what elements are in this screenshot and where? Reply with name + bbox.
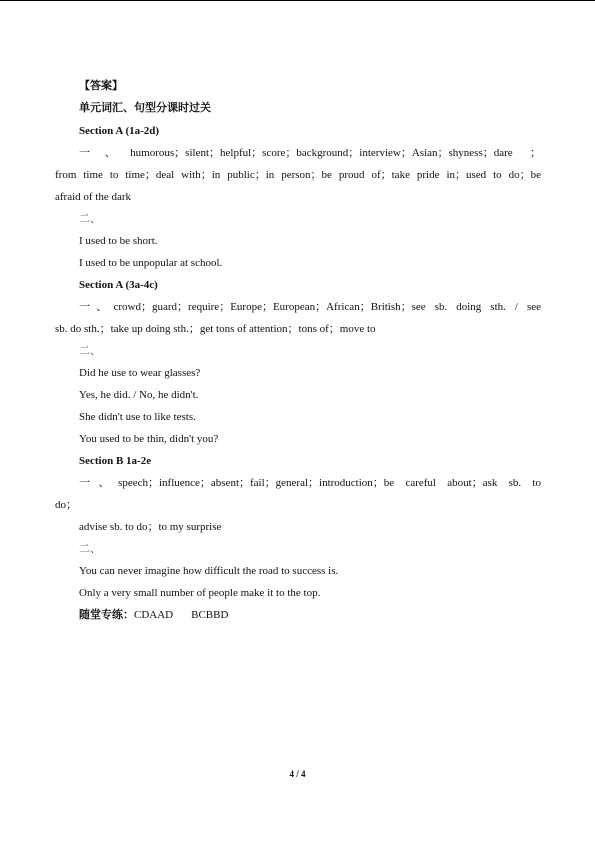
section3-line1: 一、speech；influence；absent；fail；general；introduction；be careful about；ask sb. to xyxy=(79,477,541,489)
section1-line1: 一、humorous；silent；helpful；score；background；interview；Asian；shyness；dare ； xyxy=(79,147,541,159)
section1-line2: from time to time；deal with；in public；in person；be proud of；take pride in；used to do；be xyxy=(55,169,541,181)
top-border xyxy=(0,0,595,1)
practice-answers-group1: CDAAD xyxy=(134,609,174,621)
section-title-1: Section A (1a-2d) xyxy=(79,125,160,137)
section3-sentence1: You can never imagine how difficult the road to success is. xyxy=(79,565,339,577)
section1-part2-label: 二、 xyxy=(79,212,101,225)
section3-sentence2: Only a very small number of people make it to the top. xyxy=(79,587,321,599)
section2-sentence1: Did he use to wear glasses? xyxy=(79,367,201,379)
section3-line3: advise sb. to do；to my surprise xyxy=(79,521,222,533)
section2-line1: 一、crowd；guard；require；Europe；European；African；British；see sb. doing sth. / see xyxy=(79,301,541,313)
section3-line2: do； xyxy=(55,499,77,511)
section1-sentence1: I used to be short. xyxy=(79,235,158,247)
section2-line2: sb. do sth.；take up doing sth.；get tons of attention；tons of；move to xyxy=(55,323,376,335)
section-title-3: Section B 1a-2e xyxy=(79,455,152,467)
page-number: 4 / 4 xyxy=(289,769,306,779)
practice-answers xyxy=(79,608,228,622)
section1-sentence2: I used to be unpopular at school. xyxy=(79,257,223,269)
section-title-2: Section A (3a-4c) xyxy=(79,279,158,291)
practice-answers-group2: BCBBD xyxy=(191,609,229,621)
subheading: 单元词汇、句型分课时过关 xyxy=(79,101,211,114)
section2-part2-label: 二、 xyxy=(79,344,101,357)
section2-sentence4: You used to be thin, didn't you? xyxy=(79,433,219,445)
practice-label: 随堂专练： xyxy=(79,608,134,621)
section3-part2-label: 二、 xyxy=(79,542,101,555)
answer-heading: 【答案】 xyxy=(79,79,123,92)
section2-sentence3: She didn't use to like tests. xyxy=(79,411,196,423)
section1-line3: afraid of the dark xyxy=(55,191,132,203)
section2-sentence2: Yes, he did. / No, he didn't. xyxy=(79,389,199,401)
